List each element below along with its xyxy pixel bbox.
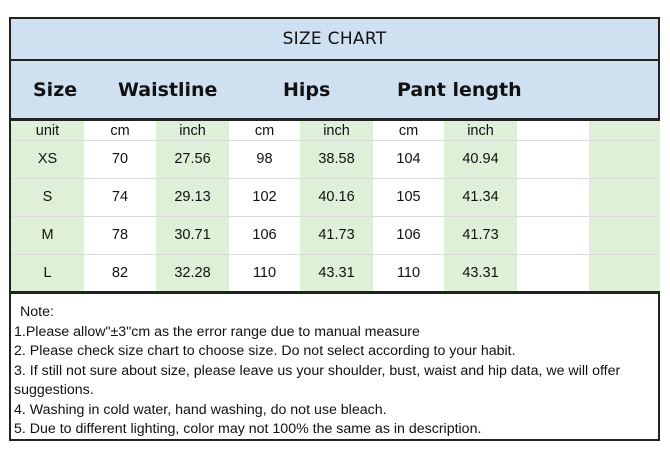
column-header-band bbox=[11, 61, 658, 121]
unit-cell: cm bbox=[254, 122, 275, 139]
table-cell: 27.56 bbox=[174, 151, 211, 167]
table-cell: 32.28 bbox=[174, 264, 211, 281]
table-cell: 82 bbox=[111, 264, 129, 281]
header-hips: Hips bbox=[283, 79, 331, 101]
table-row bbox=[11, 254, 658, 291]
size-chart-frame bbox=[9, 17, 660, 441]
unit-cell: cm bbox=[398, 122, 419, 139]
size-table bbox=[11, 121, 658, 291]
note-item: 3. If still not sure about size, please leave us your shoulder, bust, waist and hip data, we will offer suggestions. bbox=[14, 362, 621, 398]
table-cell: 29.13 bbox=[174, 189, 211, 205]
header-pant-length: Pant length bbox=[397, 79, 522, 101]
table-cell: 110 bbox=[252, 264, 277, 281]
notes-section bbox=[11, 291, 658, 441]
table-cell: 106 bbox=[252, 227, 277, 243]
table-cell: 40.16 bbox=[318, 189, 355, 205]
table-row bbox=[11, 216, 658, 254]
table-row bbox=[11, 140, 658, 178]
table-cell: 30.71 bbox=[174, 227, 211, 243]
header-waistline: Waistline bbox=[118, 79, 218, 101]
unit-cell: inch bbox=[323, 122, 350, 139]
table-row bbox=[11, 178, 658, 216]
table-cell: 70 bbox=[111, 151, 129, 167]
unit-label: unit bbox=[35, 122, 60, 139]
size-label: L bbox=[43, 264, 52, 281]
unit-cell: cm bbox=[110, 122, 130, 139]
table-cell: 104 bbox=[396, 151, 421, 167]
unit-cell: inch bbox=[467, 122, 494, 139]
note-item: 2. Please check size chart to choose size. Do not select according to your habit. bbox=[14, 343, 516, 359]
table-cell: 78 bbox=[111, 227, 129, 243]
table-cell: 98 bbox=[256, 151, 273, 167]
table-cell: 38.58 bbox=[318, 151, 355, 167]
size-label: XS bbox=[37, 151, 58, 167]
table-cell: 74 bbox=[111, 189, 129, 205]
table-cell: 110 bbox=[396, 264, 421, 281]
units-row bbox=[11, 121, 658, 140]
table-cell: 40.94 bbox=[462, 151, 499, 167]
note-item: 4. Washing in cold water, hand washing, do not use bleach. bbox=[14, 401, 387, 418]
table-cell: 102 bbox=[252, 189, 277, 205]
size-label: M bbox=[41, 227, 54, 243]
header-size: Size bbox=[33, 79, 78, 101]
size-chart-title: SIZE CHART bbox=[11, 19, 658, 61]
table-cell: 41.73 bbox=[462, 227, 499, 243]
table-cell: 41.34 bbox=[462, 189, 499, 205]
note-item: 1.Please allow"±3"cm as the error range due to manual measure bbox=[14, 323, 420, 340]
table-cell: 41.73 bbox=[318, 227, 355, 243]
unit-cell: inch bbox=[179, 122, 206, 139]
table-cell: 106 bbox=[396, 227, 421, 243]
notes-heading: Note: bbox=[20, 304, 54, 320]
note-item: 5. Due to different lighting, color may not 100% the same as in description. bbox=[14, 421, 482, 437]
table-cell: 43.31 bbox=[318, 264, 355, 281]
table-cell: 43.31 bbox=[462, 264, 499, 281]
size-label: S bbox=[42, 189, 53, 205]
table-cell: 105 bbox=[396, 189, 421, 205]
